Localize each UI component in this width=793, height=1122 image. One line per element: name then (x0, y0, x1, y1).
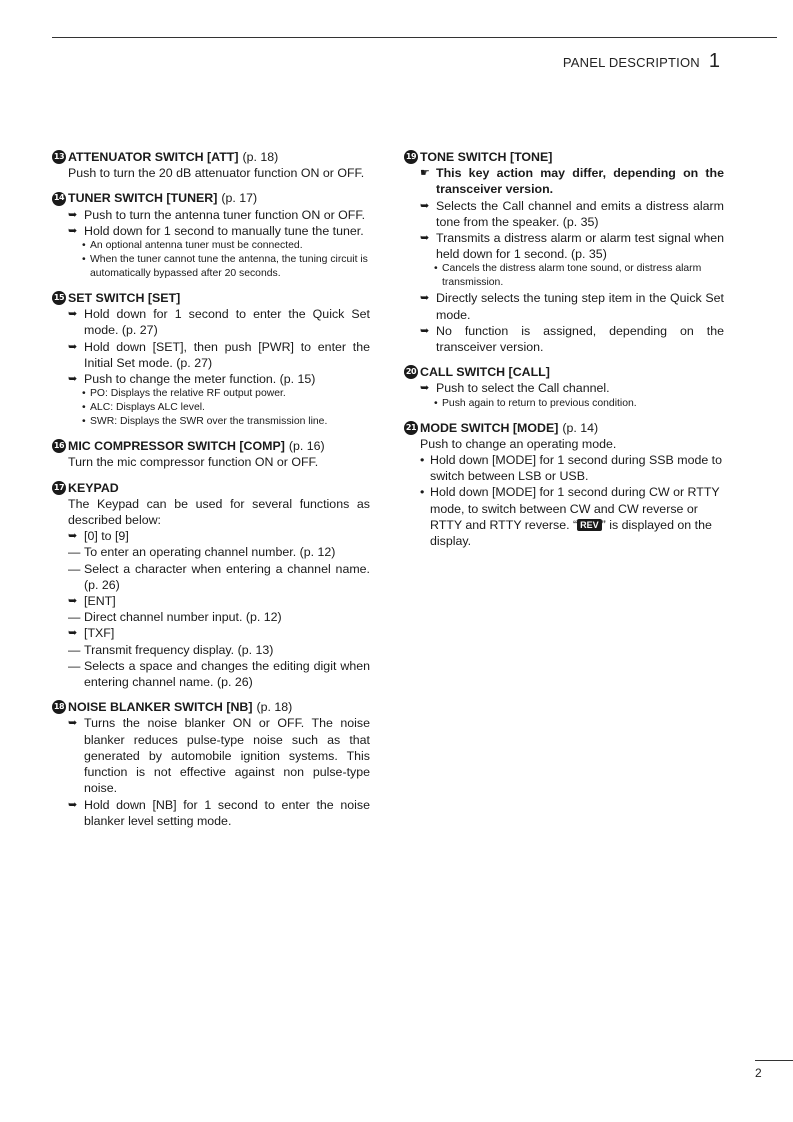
section (404, 364, 724, 410)
header-rule (52, 37, 777, 38)
arrow-item (52, 371, 370, 387)
section-number-badge: 14 (52, 192, 66, 206)
section-page-ref: (p. 17) (221, 191, 258, 206)
section-heading (52, 699, 370, 715)
arrow-item-text: [TXF] (84, 626, 115, 641)
section (52, 290, 370, 429)
arrow-item (404, 165, 724, 197)
dash-item-text: Selects a space and changes the editing digit when entering channel name. (p. 26) (84, 658, 370, 690)
arrow-icon: ➥ (68, 373, 78, 386)
section-number-badge: 21 (404, 421, 418, 435)
bullet-icon: • (82, 402, 86, 414)
note-text: Push again to return to previous condition. (442, 397, 637, 409)
section-heading (52, 480, 370, 496)
arrow-item-text: Selects the Call channel and emits a distress alarm tone from the speaker. (p. 35) (436, 198, 724, 229)
section-heading (404, 364, 724, 380)
section-title: KEYPAD (68, 480, 119, 495)
section (52, 190, 370, 281)
arrow-item (404, 380, 724, 396)
arrow-icon: ➥ (68, 798, 78, 811)
dash-icon: — (68, 561, 81, 576)
dash-icon: — (68, 545, 81, 560)
section-title: SET SWITCH [SET] (68, 291, 181, 306)
section-page-ref: (p. 14) (562, 420, 599, 435)
section-heading (52, 438, 370, 454)
arrow-item (404, 290, 724, 322)
bullet-icon: • (434, 263, 438, 275)
arrow-icon: ➥ (68, 530, 78, 543)
arrow-icon: ➥ (68, 595, 78, 608)
section-heading (404, 149, 724, 165)
arrow-icon: ➥ (420, 232, 430, 245)
bullet-icon: • (82, 416, 86, 428)
arrow-icon: ➥ (420, 382, 430, 395)
arrow-item (404, 323, 724, 355)
section (404, 149, 724, 355)
bullet-icon: • (82, 254, 86, 266)
dash-item-text: Select a character when entering a channel name. (p. 26) (84, 561, 370, 592)
arrow-item-text: [0] to [9] (84, 529, 129, 544)
section-page-ref: (p. 16) (288, 439, 325, 454)
arrow-item (52, 306, 370, 338)
section-title: MIC COMPRESSOR SWITCH [COMP] (68, 439, 285, 454)
dash-item-text: Transmit frequency display. (p. 13) (84, 642, 274, 657)
arrow-icon: ➥ (420, 199, 430, 212)
arrow-item-text: Push to change the meter function. (p. 15) (84, 372, 316, 387)
dash-item-text: To enter an operating channel number. (p. 12) (84, 545, 336, 560)
paragraph: Push to turn the 20 dB attenuator function ON or OFF. (68, 166, 365, 181)
section (52, 438, 370, 470)
arrow-item-text: Hold down [NB] for 1 second to enter the noise blanker level setting mode. (84, 797, 370, 828)
section-heading (404, 420, 724, 436)
arrow-item-text: Hold down [SET], then push [PWR] to enter the Initial Set mode. (p. 27) (84, 339, 370, 370)
bullet-item-text (430, 484, 724, 549)
section-heading (52, 190, 370, 206)
arrow-item-text: Hold down for 1 second to enter the Quick Set mode. (p. 27) (84, 307, 370, 338)
arrow-item (52, 715, 370, 796)
section-heading (52, 290, 370, 306)
arrow-item (52, 528, 370, 544)
arrow-icon: ➥ (68, 627, 78, 640)
bullet-item-text: Hold down [MODE] for 1 second during SSB mode to switch between LSB or USB. (430, 453, 723, 484)
arrow-item (52, 339, 370, 371)
section (52, 699, 370, 829)
arrow-icon: ➥ (68, 308, 78, 321)
bullet-item (404, 452, 724, 484)
section-number-badge: 20 (404, 365, 418, 379)
pointing-hand-icon: ☛ (420, 167, 430, 180)
arrow-item-text: Push to select the Call channel. (436, 381, 610, 396)
section-title: MODE SWITCH [MODE] (420, 420, 559, 435)
arrow-item (52, 223, 370, 239)
arrow-icon: ➥ (420, 292, 430, 305)
footer-rule (755, 1060, 793, 1061)
note (52, 415, 370, 429)
arrow-item (52, 797, 370, 829)
note-text: SWR: Displays the SWR over the transmission line. (90, 416, 328, 428)
section-title: TUNER SWITCH [TUNER] (68, 191, 218, 206)
arrow-item-text: No function is assigned, depending on the transceiver version. (436, 323, 724, 355)
dash-item (52, 658, 370, 690)
text-after-badge: ” is displayed on the display. (430, 517, 712, 549)
note-text: When the tuner cannot tune the antenna, the tuning circuit is automatically bypassed after 20 seconds. (90, 254, 368, 280)
arrow-item-text: [ENT] (84, 594, 116, 609)
arrow-icon: ➥ (68, 340, 78, 353)
arrow-item-text: Hold down for 1 second to manually tune the tuner. (84, 223, 364, 238)
note (52, 387, 370, 401)
dash-item-text: Direct channel number input. (p. 12) (84, 610, 282, 625)
note (52, 401, 370, 415)
dash-icon: — (68, 658, 81, 673)
section (52, 149, 370, 181)
section-title: NOISE BLANKER SWITCH [NB] (68, 700, 253, 715)
section-page-ref: (p. 18) (256, 700, 293, 715)
paragraph: The Keypad can be used for several functions as described below: (68, 496, 370, 528)
section-page-ref: (p. 18) (242, 150, 279, 164)
arrow-item (52, 207, 370, 223)
section-heading (52, 149, 370, 165)
note-text: PO: Displays the relative RF output power. (90, 388, 286, 400)
note (404, 397, 724, 411)
arrow-item-text: Push to turn the antenna tuner function ON or OFF. (84, 207, 366, 222)
section-title: ATTENUATOR SWITCH [ATT] (68, 150, 239, 164)
bullet-icon: • (82, 388, 86, 400)
bullet-icon: • (434, 397, 438, 409)
note (404, 262, 724, 290)
rev-indicator-badge: REV (577, 519, 602, 531)
arrow-item (404, 198, 724, 230)
arrow-icon: ➥ (420, 324, 430, 337)
arrow-item-text: Directly selects the tuning step item in the Quick Set mode. (436, 291, 724, 322)
chapter-number: 1 (708, 50, 720, 72)
note (52, 239, 370, 253)
section-number-badge: 17 (52, 481, 66, 495)
dash-item (52, 561, 370, 593)
bullet-icon: • (420, 485, 425, 500)
arrow-icon: ➥ (68, 208, 78, 221)
arrow-item-text: Transmits a distress alarm or alarm test signal when held down for 1 second. (p. 35) (436, 231, 724, 262)
section (52, 480, 370, 691)
dash-item (52, 609, 370, 625)
section (404, 420, 724, 550)
dash-item (52, 642, 370, 658)
section-number-badge: 16 (52, 439, 66, 453)
section-title: TONE SWITCH [TONE] (420, 150, 553, 164)
section-title: CALL SWITCH [CALL] (420, 365, 550, 380)
arrow-icon: ➥ (68, 224, 78, 237)
arrow-item (404, 230, 724, 262)
dash-icon: — (68, 610, 81, 625)
note (52, 253, 370, 281)
left-column (52, 149, 370, 838)
text-before-badge: Hold down [MODE] for 1 second during CW or RTTY mode, to switch between CW and CW reverse or RTTY and RTTY reverse. “ (430, 485, 720, 532)
note-text: ALC: Displays ALC level. (90, 402, 205, 414)
section-number-badge: 18 (52, 700, 66, 714)
bullet-item (404, 484, 724, 549)
arrow-item (52, 625, 370, 641)
page-number: 2 (755, 1066, 762, 1080)
header-title: PANEL DESCRIPTION (562, 55, 700, 70)
note-text: An optional antenna tuner must be connected. (90, 240, 303, 252)
section-number-badge: 19 (404, 150, 418, 164)
paragraph: Turn the mic compressor function ON or OFF. (68, 455, 319, 470)
paragraph: Push to change an operating mode. (420, 436, 617, 451)
dash-icon: — (68, 642, 81, 657)
right-column (404, 149, 724, 558)
dash-item (52, 544, 370, 560)
section-number-badge: 15 (52, 291, 66, 305)
arrow-item-text: Turns the noise blanker ON or OFF. The noise blanker reduces pulse-type noise such as that generated by automobile ignition systems. This function is not effective against non pulse-type noise. (84, 716, 370, 796)
note-text: Cancels the distress alarm tone sound, or distress alarm transmission. (442, 263, 702, 289)
page-header (563, 50, 720, 73)
bullet-icon: • (420, 453, 425, 468)
arrow-icon: ➥ (68, 717, 78, 730)
section-number-badge: 13 (52, 150, 66, 164)
bullet-icon: • (82, 240, 86, 252)
arrow-item-text: This key action may differ, depending on the transceiver version. (436, 166, 724, 197)
arrow-item (52, 593, 370, 609)
